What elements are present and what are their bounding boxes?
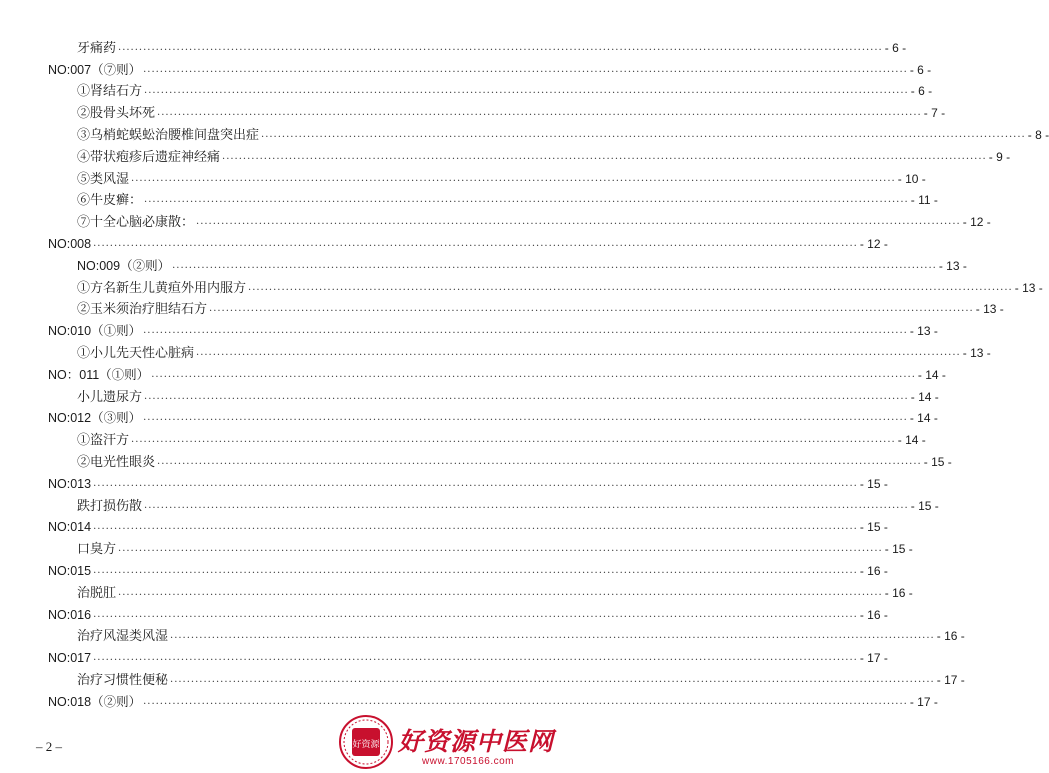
toc-entry-title: NO:010（①则）	[48, 324, 142, 339]
toc-entry[interactable]	[0, 78, 933, 100]
toc-leader-dots	[93, 238, 858, 250]
toc-entry[interactable]	[0, 208, 991, 231]
toc-entry-title: ①小儿先天性心脏病	[77, 345, 195, 361]
toc-entry-page: - 6 -	[909, 62, 932, 77]
toc-entry[interactable]	[0, 448, 952, 470]
toc-entry-title: ⑥牛皮癣：	[77, 193, 143, 209]
toc-leader-dots	[143, 325, 908, 337]
toc-entry[interactable]	[0, 514, 888, 536]
toc-entry-page: - 15 -	[910, 498, 939, 513]
toc-entry[interactable]	[0, 165, 926, 187]
toc-entry-page: - 13 -	[962, 345, 991, 360]
toc-leader-dots	[118, 543, 883, 555]
toc-entry-title: NO:015	[48, 563, 92, 578]
toc-leader-dots	[118, 587, 883, 599]
svg-text:好资源: 好资源	[352, 740, 380, 750]
toc-entry-title: ①肾结石方	[77, 84, 143, 100]
toc-entry-title: ④带状疱疹后遗症神经痛	[77, 149, 221, 165]
toc-entry-page: - 14 -	[917, 367, 946, 382]
toc-entry-title: ⑤类风湿	[77, 171, 130, 187]
toc-entry-page: - 13 -	[975, 302, 1004, 317]
toc-leader-dots	[93, 521, 858, 533]
toc-entry-title: NO:017	[48, 651, 92, 666]
toc-entry[interactable]	[0, 601, 888, 623]
toc-leader-dots	[157, 107, 922, 119]
toc-leader-dots	[196, 216, 961, 228]
toc-entry-title: 治疗风湿类风湿	[77, 629, 169, 645]
toc-entry-page: - 12 -	[962, 215, 991, 230]
toc-entry[interactable]	[0, 361, 946, 383]
toc-entry-title: ⑦十全心脑必康散：	[77, 215, 195, 231]
toc-entry-title: ②玉米须治疗胆结石方	[77, 302, 208, 318]
toc-entry[interactable]	[0, 296, 1004, 318]
toc-entry[interactable]	[0, 579, 913, 601]
toc-leader-dots	[151, 369, 916, 381]
toc-entry[interactable]	[0, 426, 926, 449]
toc-entry[interactable]	[0, 121, 1049, 143]
brand-name: 好资源中医网	[398, 727, 555, 756]
toc-entry-page: - 8 -	[1027, 127, 1049, 142]
toc-entry[interactable]	[0, 535, 913, 558]
toc-entry-page: - 6 -	[910, 84, 933, 99]
toc-leader-dots	[143, 412, 908, 424]
toc-entry-page: - 16 -	[936, 629, 965, 644]
toc-entry[interactable]	[0, 339, 991, 361]
toc-entry-page: - 13 -	[1014, 280, 1043, 295]
toc-entry[interactable]	[0, 405, 938, 427]
toc-entry-title: NO:014	[48, 520, 92, 535]
toc-entry-page: - 14 -	[897, 433, 926, 448]
toc-entry-title: 跌打损伤散	[77, 498, 143, 514]
toc-entry-page: - 15 -	[923, 454, 952, 469]
toc-entry-title: NO:007（⑦则）	[48, 62, 142, 77]
toc-entry-title: 小儿遗尿方	[77, 389, 143, 405]
toc-entry-title: ①方名新生儿黄疸外用内服方	[77, 280, 247, 296]
watermark	[338, 712, 555, 773]
toc-entry[interactable]	[0, 557, 888, 579]
toc-leader-dots	[93, 565, 858, 577]
toc-entry-title: NO:009（②则）	[77, 258, 171, 273]
toc-entry[interactable]	[0, 187, 938, 209]
toc-entry[interactable]	[0, 317, 938, 339]
toc-entry[interactable]	[0, 492, 939, 514]
toc-entry-title: ①盗汗方	[77, 433, 130, 449]
toc-entry[interactable]	[0, 688, 938, 710]
toc-leader-dots	[144, 500, 909, 512]
toc-entry-title: NO:008	[48, 236, 92, 251]
toc-entry-title: NO:018（②则）	[48, 694, 142, 709]
toc-leader-dots	[261, 129, 1026, 141]
toc-entry-title: ③乌梢蛇蜈蚣治腰椎间盘突出症	[77, 127, 260, 143]
toc-leader-dots	[93, 652, 858, 664]
toc-entry-page: - 14 -	[909, 411, 938, 426]
toc-leader-dots	[144, 85, 909, 97]
toc-entry-page: - 14 -	[910, 389, 939, 404]
toc-leader-dots	[170, 674, 935, 686]
toc-entry-page: - 13 -	[909, 324, 938, 339]
toc-entry-page: - 10 -	[897, 171, 926, 186]
toc-leader-dots	[93, 609, 858, 621]
toc-entry-page: - 15 -	[859, 476, 888, 491]
toc-entry[interactable]	[0, 274, 1043, 296]
toc-entry-page: - 13 -	[938, 258, 967, 273]
toc-entry-title: 口臭方	[77, 542, 117, 558]
toc-leader-dots	[131, 173, 896, 185]
toc-entry[interactable]	[0, 143, 1011, 165]
toc-entry[interactable]	[0, 56, 932, 78]
toc-entry-page: - 15 -	[884, 542, 913, 557]
toc-leader-dots	[248, 282, 1013, 294]
page-number: – 2 –	[36, 739, 62, 754]
toc-entry-page: - 17 -	[909, 694, 938, 709]
toc-leader-dots	[196, 347, 961, 359]
toc-entry-page: - 16 -	[884, 585, 913, 600]
toc-entry[interactable]	[0, 34, 907, 56]
toc-entry-page: - 17 -	[859, 651, 888, 666]
toc-entry-page: - 6 -	[884, 40, 907, 55]
toc-entry-title: 治脱肛	[77, 585, 117, 601]
toc-entry-page: - 17 -	[936, 672, 965, 687]
toc-entry[interactable]	[0, 623, 965, 645]
toc-entry-page: - 15 -	[859, 520, 888, 535]
seal-icon	[338, 714, 394, 770]
toc-entry-title: 牙痛药	[77, 40, 117, 56]
toc-entry-title: 治疗习惯性便秘	[77, 672, 169, 688]
toc-entry-title: NO:012（③则）	[48, 411, 142, 426]
toc-leader-dots	[143, 64, 908, 76]
toc-leader-dots	[222, 151, 987, 163]
toc-entry[interactable]	[0, 383, 939, 405]
toc-leader-dots	[170, 630, 935, 642]
toc-entry[interactable]	[0, 644, 888, 666]
toc-entry[interactable]	[0, 252, 967, 274]
toc-entry[interactable]	[0, 666, 965, 688]
toc-entry-page: - 16 -	[859, 563, 888, 578]
toc-entry-page: - 12 -	[859, 236, 888, 251]
toc-leader-dots	[144, 194, 909, 206]
toc-entry-title: ②电光性眼炎	[77, 454, 156, 470]
toc-leader-dots	[172, 260, 937, 272]
toc-leader-dots	[118, 42, 883, 54]
toc-entry[interactable]	[0, 99, 946, 122]
toc-leader-dots	[144, 391, 909, 403]
toc-entry-page: - 11 -	[910, 193, 938, 208]
brand-url: www.1705166.com	[422, 756, 514, 767]
toc-leader-dots	[157, 456, 922, 468]
toc-entry-page: - 9 -	[988, 149, 1011, 164]
toc-entry-title: NO:013	[48, 476, 92, 491]
toc-entry-title: NO：011（①则）	[48, 367, 150, 382]
toc-entry-title: ②股骨头坏死	[77, 106, 156, 122]
toc-leader-dots	[143, 696, 908, 708]
toc-leader-dots	[209, 303, 974, 315]
toc-entry-page: - 7 -	[923, 106, 946, 121]
toc-entry-title: NO:016	[48, 607, 92, 622]
toc-entry[interactable]	[0, 470, 888, 492]
toc-entry-page: - 16 -	[859, 607, 888, 622]
toc-entry[interactable]	[0, 230, 888, 252]
toc-leader-dots	[131, 434, 896, 446]
toc-leader-dots	[93, 478, 858, 490]
table-of-contents	[0, 34, 1049, 710]
